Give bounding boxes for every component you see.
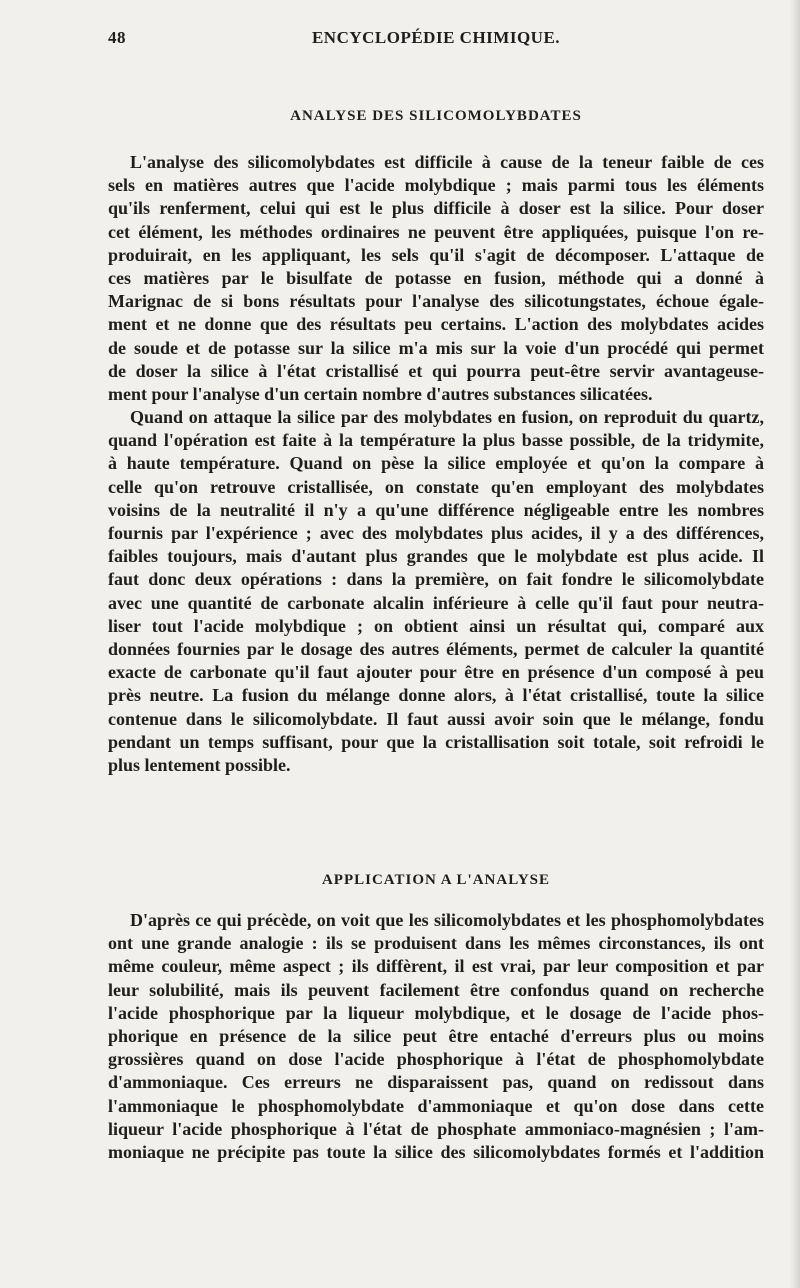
text-line: près neutre. La fusion du mélange donne alors, à l'état cristallisé, toute la silice	[108, 685, 764, 706]
text-line: qu'ils renferment, celui qui est le plus difficile à doser est la silice. Pour doser	[108, 198, 764, 219]
text-line: moniaque ne précipite pas toute la silice des silicomolybdates formés et l'addition	[108, 1141, 764, 1162]
text-line: exacte de carbonate qu'il faut ajouter pour être en présence d'un composé à peu	[108, 662, 764, 683]
text-line: sels en matières autres que l'acide molybdique ; mais parmi tous les éléments	[108, 175, 764, 196]
text-line: d'ammoniaque. Ces erreurs ne disparaissent pas, quand on redissout dans	[108, 1072, 764, 1093]
page-number: 48	[108, 28, 126, 47]
section-title-application: APPLICATION A L'ANALYSE	[321, 872, 551, 888]
text-line: ont une grande analogie : ils se produisent dans les mêmes circonstances, ils ont	[108, 933, 764, 954]
text-line: faibles toujours, mais d'autant plus grandes que le molybdate est plus acide. Il	[108, 546, 764, 567]
text-line: Quand on attaque la silice par des molybdates en fusion, on reproduit du quartz,	[130, 407, 764, 428]
text-line: pendant un temps suffisant, pour que la cristallisation soit totale, soit refroidi le	[108, 731, 764, 752]
text-line: celle qu'on retrouve cristallisée, on constate qu'en employant des molybdates	[108, 476, 764, 497]
text-line: ment et ne donne que des résultats peu certains. L'action des molybdates acides	[108, 314, 764, 335]
text-line: ces matières par le bisulfate de potasse en fusion, méthode qui a donné à	[108, 267, 764, 288]
text-line: de soude et de potasse sur la silice m'a mis sur la voie d'un procédé qui permet	[108, 337, 764, 358]
section-body-application	[108, 909, 764, 1164]
text-line: L'analyse des silicomolybdates est difficile à cause de la teneur faible de ces	[130, 152, 764, 172]
text-line: faut donc deux opérations : dans la première, on fait fondre le silicomolybdate	[108, 569, 764, 590]
text-line: Marignac de si bons résultats pour l'analyse des silicotungstates, échoue égale-	[108, 291, 764, 312]
text-line: phorique en présence de la silice peut être entaché d'erreurs plus ou moins	[108, 1025, 764, 1046]
text-line: de doser la silice à l'état cristallisé et qui pourra peut-être servir avantageuse-	[108, 360, 764, 381]
text-line: fournis par l'expérience ; avec des molybdates plus acides, il y a des différences,	[108, 523, 764, 543]
text-line: voisins de la neutralité il n'y a qu'une différence négligeable entre les nombres	[108, 499, 764, 520]
text-line: données fournies par le dosage des autres éléments, permet de calculer la quantité	[108, 638, 764, 659]
running-header	[108, 28, 764, 54]
text-line: l'ammoniaque le phosphomolybdate d'ammoniaque et qu'on dose dans cette	[108, 1095, 764, 1116]
text-line: cet élément, les méthodes ordinaires ne peuvent être appliquées, puisque l'on re-	[108, 221, 764, 242]
text-line: contenue dans le silicomolybdate. Il faut aussi avoir soin que le mélange, fondu	[108, 708, 764, 729]
page-edge-shadow	[790, 0, 800, 1288]
text-line: à haute température. Quand on pèse la silice employée et qu'on la compare à	[108, 453, 764, 474]
text-line: plus lentement possible.	[108, 754, 291, 775]
text-line: même couleur, même aspect ; ils diffèrent, il est vrai, par leur composition et par	[108, 956, 764, 977]
text-line: avec une quantité de carbonate alcalin inférieure à celle qu'il faut pour neutra-	[108, 592, 764, 613]
text-line: produirait, en les appliquant, les sels qu'il s'agit de décomposer. L'attaque de	[108, 244, 764, 265]
running-title: ENCYCLOPÉDIE CHIMIQUE.	[311, 28, 561, 47]
text-line: D'après ce qui précède, on voit que les silicomolybdates et les phosphomolybdates	[130, 910, 764, 930]
section-body-analyse	[108, 151, 764, 777]
text-line: grossières quand on dose l'acide phosphorique à l'état de phosphomolybdate	[108, 1049, 764, 1070]
text-line: liqueur l'acide phosphorique à l'état de phosphate ammoniaco-magnésien ; l'am-	[108, 1118, 764, 1139]
text-line: leur solubilité, mais ils peuvent facilement être confondus quand on recherche	[108, 979, 764, 1000]
text-line: l'acide phosphorique par la liqueur molybdique, et le dosage de l'acide phos-	[108, 1002, 764, 1023]
text-line: ment pour l'analyse d'un certain nombre d'autres substances silicatées.	[108, 383, 653, 404]
text-line: liser tout l'acide molybdique ; on obtient ainsi un résultat qui, comparé aux	[108, 615, 764, 636]
text-line: quand l'opération est faite à la température la plus basse possible, de la tridymite,	[108, 430, 764, 451]
section-title-analyse: ANALYSE DES SILICOMOLYBDATES	[290, 108, 582, 124]
